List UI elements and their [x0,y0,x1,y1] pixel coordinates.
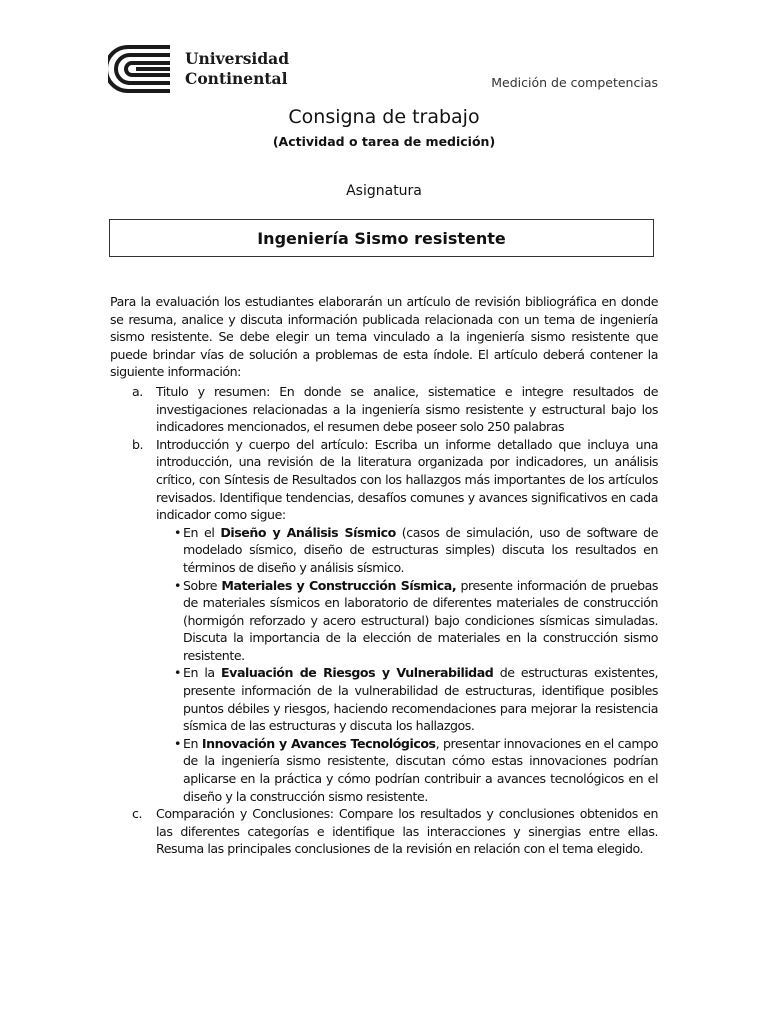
bullet-post: de estructuras existentes, presente información de la vulnerabilidad de estructuras, identifique posibles puntos débiles y riesgos, haciendo recomendaciones para mejorar la resistencia sísmica de las estructuras y discuta los hallazgos. [183,665,658,734]
bullet-icon: • [174,577,181,593]
bullet-bold: Evaluación de Riesgos y Vulnerabilidad [221,665,494,681]
bullet-bold: Materiales y Construcción Sísmica, [221,577,457,593]
bullet-post: (casos de simulación, uso de software de modelado sísmico, diseño de estructuras simples) discuta los resultados en términos de diseño y análisis sísmico. [183,524,658,575]
page-title: Consigna de trabajo [288,106,480,128]
bullet-item [156,735,658,805]
header-right-label: Medición de competencias [491,75,658,90]
indicator-bullets [156,524,658,806]
bullet-item [156,524,658,577]
list-item-text: Comparación y Conclusiones: Compare los resultados y conclusiones obtenidos en las diferentes categorías e identifique las interacciones y sinergias entre ellas. Resuma las principales conclusiones de la revisión en relación con el tema elegido. [156,806,658,857]
document-body [110,293,658,858]
asignatura-label: Asignatura [346,183,422,199]
list-item-b [110,436,658,805]
university-logo [108,44,290,94]
bullet-icon: • [174,665,181,681]
bullet-pre: En la [183,665,222,681]
bullet-item [156,664,658,734]
course-name: Ingeniería Sismo resistente [257,228,506,248]
list-item-a [110,383,658,436]
bullet-pre: Sobre [183,577,222,593]
bullet-icon: • [174,735,181,751]
list-item-text: Titulo y resumen: En donde se analice, sistematice e integre resultados de investigaciones relacionadas a la ingeniería sismo resistente y estructural bajo los indicadores mencionados, el resumen debe poseer solo 250 palabras [156,383,658,435]
bullet-post: , presentar innovaciones en el campo de la ingeniería sismo resistente, discutan cómo estas innovaciones podrían aplicarse en la práctica y cómo podrían contribuir a avances tecnológicos en el diseño y la construcción sismo resistente. [183,735,658,804]
bullet-post: presente información de pruebas de materiales sísmicos en laboratorio de diferentes materiales de construcción (hormigón reforzado y acero estructural) bajo condiciones sísmicas simuladas. Discuta la importancia de la elección de materiales en la construcción sismo resistente. [183,577,659,663]
bullet-icon: • [174,524,181,540]
intro-paragraph: Para la evaluación los estudiantes elaborarán un artículo de revisión bibliográfica en donde se resuma, analice y discuta información publicada relacionada con un tema de ingeniería sismo resistente. Se debe elegir un tema vinculado a la ingeniería sismo resistente que puede brindar vías de solución a problemas de esta índole. El artículo deberá contener la siguiente información: [110,294,658,380]
list-item-c [110,805,658,858]
bullet-bold: Diseño y Análisis Sísmico [220,524,396,540]
logo-line-2: Continental [185,69,288,88]
logo-line-1: Universidad [185,49,290,68]
course-name-box [109,219,654,257]
page-subtitle: (Actividad o tarea de medición) [272,134,496,149]
list-marker: c. [132,806,143,822]
bullet-pre: En [183,735,202,751]
list-marker: a. [132,383,143,399]
bullet-bold: Innovación y Avances Tecnológicos [201,735,436,751]
bullet-pre: En el [183,524,221,540]
list-item-text: Introducción y cuerpo del artículo: Escriba un informe detallado que incluya una introducción, una revisión de la literatura organizada por indicadores, un análisis crítico, con Síntesis de Resultados con los hallazgos más importantes de los artículos revisados. Identifique tendencias, desafíos comunes y avances significativos en cada indicador como sigue: [156,436,658,523]
continental-emblem-icon [108,44,178,94]
bullet-item [156,577,658,665]
list-marker: b. [132,436,144,452]
requirements-list [110,383,658,858]
